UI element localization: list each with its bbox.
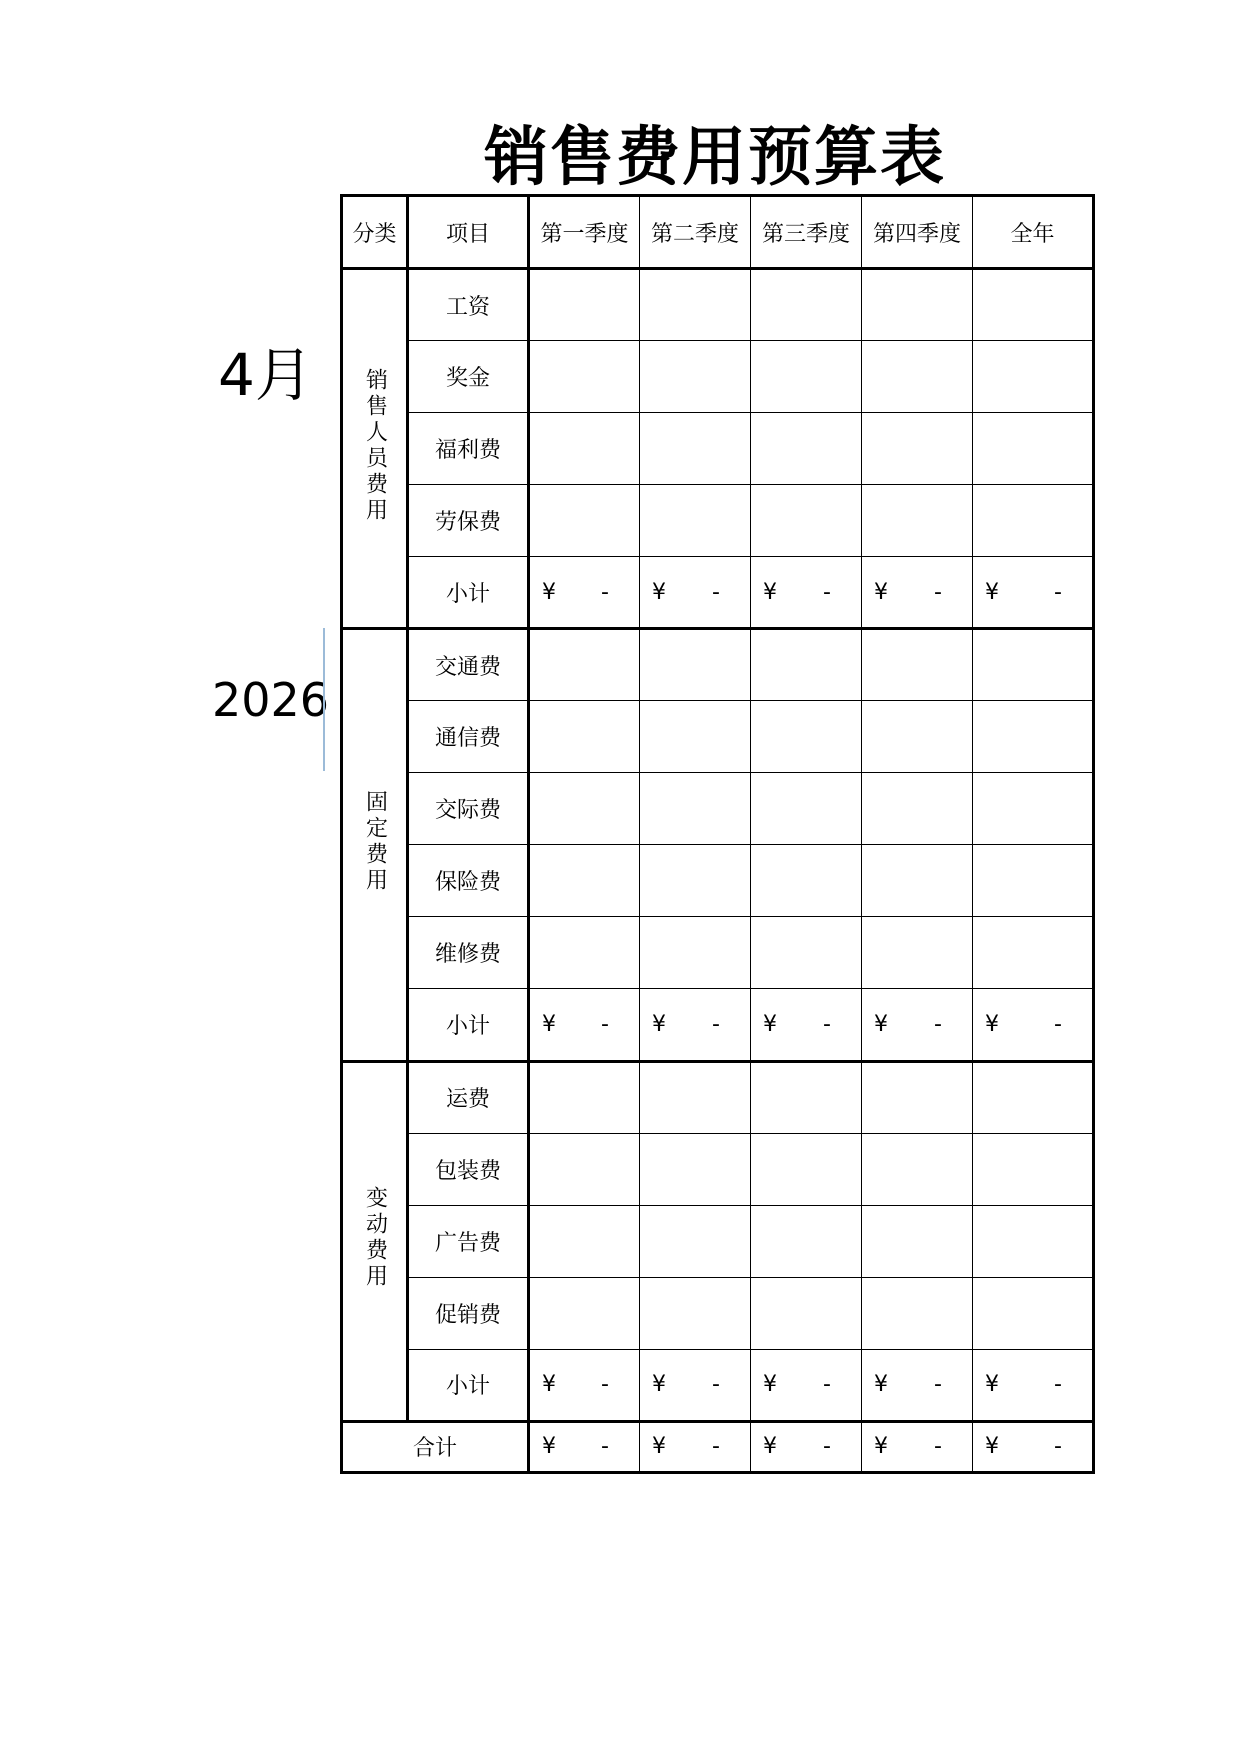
amount-value: - [601, 579, 609, 605]
header-q2: 第二季度 [640, 196, 751, 269]
category-label: 变动费用 [362, 1186, 388, 1291]
value-cell-q4[interactable] [862, 917, 973, 989]
value-cell-q2[interactable] [640, 341, 751, 413]
value-cell-q2[interactable] [640, 701, 751, 773]
value-cell-q4[interactable] [862, 1061, 973, 1133]
value-cell-annual[interactable] [973, 1061, 1094, 1133]
amount-value: - [712, 1011, 720, 1037]
value-cell-q1[interactable] [529, 341, 640, 413]
subtotal-label: 小计 [408, 989, 529, 1061]
value-cell-q3[interactable] [751, 917, 862, 989]
total-q4[interactable] [862, 1421, 973, 1472]
value-cell-q4[interactable] [862, 701, 973, 773]
item-label: 保险费 [408, 845, 529, 917]
category-cell [342, 1061, 408, 1421]
value-cell-q4[interactable] [862, 341, 973, 413]
value-cell-annual[interactable] [973, 1277, 1094, 1349]
subtotal-q1[interactable] [529, 557, 640, 629]
subtotal-q3[interactable] [751, 557, 862, 629]
value-cell-q1[interactable] [529, 701, 640, 773]
total-q1[interactable] [529, 1421, 640, 1472]
value-cell-annual[interactable] [973, 269, 1094, 341]
value-cell-q2[interactable] [640, 629, 751, 701]
subtotal-q4[interactable] [862, 1349, 973, 1421]
value-cell-q2[interactable] [640, 269, 751, 341]
item-label: 促销费 [408, 1277, 529, 1349]
subtotal-q1[interactable] [529, 989, 640, 1061]
value-cell-q1[interactable] [529, 1205, 640, 1277]
item-label: 奖金 [408, 341, 529, 413]
value-cell-q3[interactable] [751, 1133, 862, 1205]
value-cell-q3[interactable] [751, 1205, 862, 1277]
amount-value: - [823, 1434, 831, 1460]
item-label: 运费 [408, 1061, 529, 1133]
header-q1: 第一季度 [529, 196, 640, 269]
value-cell-annual[interactable] [973, 845, 1094, 917]
value-cell-annual[interactable] [973, 917, 1094, 989]
subtotal-q1[interactable] [529, 1349, 640, 1421]
item-label: 交通费 [408, 629, 529, 701]
currency-symbol: ¥ [763, 1372, 777, 1398]
value-cell-q1[interactable] [529, 1277, 640, 1349]
month-label: 4月 [218, 341, 313, 409]
value-cell-annual[interactable] [973, 1205, 1094, 1277]
total-label: 合计 [342, 1421, 529, 1472]
value-cell-q1[interactable] [529, 413, 640, 485]
value-cell-q3[interactable] [751, 773, 862, 845]
currency-symbol: ¥ [874, 1011, 888, 1037]
value-cell-q2[interactable] [640, 1133, 751, 1205]
value-cell-q4[interactable] [862, 845, 973, 917]
value-cell-q2[interactable] [640, 485, 751, 557]
currency-symbol: ¥ [874, 579, 888, 605]
currency-symbol: ¥ [542, 1434, 556, 1460]
item-row [342, 629, 1094, 701]
amount-value: - [601, 1434, 609, 1460]
value-cell-annual[interactable] [973, 485, 1094, 557]
currency-symbol: ¥ [652, 579, 666, 605]
item-label: 包装费 [408, 1133, 529, 1205]
amount-value: - [823, 579, 831, 605]
amount-value: - [1054, 579, 1062, 605]
value-cell-q3[interactable] [751, 845, 862, 917]
value-cell-annual[interactable] [973, 629, 1094, 701]
value-cell-q1[interactable] [529, 773, 640, 845]
value-cell-annual[interactable] [973, 341, 1094, 413]
value-cell-q4[interactable] [862, 1133, 973, 1205]
value-cell-q2[interactable] [640, 413, 751, 485]
amount-value: - [934, 1434, 942, 1460]
currency-symbol: ¥ [874, 1372, 888, 1398]
currency-symbol: ¥ [652, 1011, 666, 1037]
currency-symbol: ¥ [763, 579, 777, 605]
total-q2[interactable] [640, 1421, 751, 1472]
header-annual: 全年 [973, 196, 1094, 269]
category-cell [342, 269, 408, 629]
total-q3[interactable] [751, 1421, 862, 1472]
value-cell-q1[interactable] [529, 845, 640, 917]
category-label: 固定费用 [362, 789, 388, 894]
item-label: 广告费 [408, 1205, 529, 1277]
value-cell-annual[interactable] [973, 1133, 1094, 1205]
value-cell-q3[interactable] [751, 413, 862, 485]
value-cell-q2[interactable] [640, 1205, 751, 1277]
value-cell-q3[interactable] [751, 1061, 862, 1133]
value-cell-q1[interactable] [529, 917, 640, 989]
budget-table [340, 194, 1095, 1474]
value-cell-annual[interactable] [973, 701, 1094, 773]
subtotal-q4[interactable] [862, 557, 973, 629]
subtotal-q2[interactable] [640, 1349, 751, 1421]
item-row [342, 1205, 1094, 1277]
item-row [342, 773, 1094, 845]
total-row [342, 1421, 1094, 1472]
subtotal-annual[interactable] [973, 557, 1094, 629]
subtotal-row [342, 557, 1094, 629]
value-cell-q2[interactable] [640, 773, 751, 845]
amount-value: - [1054, 1434, 1062, 1460]
amount-value: - [934, 1011, 942, 1037]
item-label: 福利费 [408, 413, 529, 485]
currency-symbol: ¥ [652, 1372, 666, 1398]
item-row [342, 413, 1094, 485]
amount-value: - [934, 1372, 942, 1398]
value-cell-q3[interactable] [751, 1277, 862, 1349]
subtotal-q4[interactable] [862, 989, 973, 1061]
value-cell-q3[interactable] [751, 629, 862, 701]
item-row [342, 701, 1094, 773]
amount-value: - [712, 1372, 720, 1398]
subtotal-q3[interactable] [751, 1349, 862, 1421]
amount-value: - [712, 579, 720, 605]
item-row [342, 917, 1094, 989]
total-annual[interactable] [973, 1421, 1094, 1472]
subtotal-label: 小计 [408, 557, 529, 629]
value-cell-q4[interactable] [862, 1205, 973, 1277]
year-label: 2026 [212, 673, 330, 727]
currency-symbol: ¥ [985, 1434, 999, 1460]
subtotal-label: 小计 [408, 1349, 529, 1421]
value-cell-q1[interactable] [529, 485, 640, 557]
item-row [342, 845, 1094, 917]
value-cell-q4[interactable] [862, 1277, 973, 1349]
item-row [342, 1133, 1094, 1205]
item-label: 维修费 [408, 917, 529, 989]
amount-value: - [1054, 1372, 1062, 1398]
amount-value: - [601, 1372, 609, 1398]
value-cell-q4[interactable] [862, 629, 973, 701]
category-cell [342, 629, 408, 1061]
currency-symbol: ¥ [985, 579, 999, 605]
item-row [342, 1277, 1094, 1349]
header-item: 项目 [408, 196, 529, 269]
value-cell-q1[interactable] [529, 629, 640, 701]
currency-symbol: ¥ [985, 1011, 999, 1037]
value-cell-q4[interactable] [862, 413, 973, 485]
subtotal-q2[interactable] [640, 557, 751, 629]
category-label: 销售人员费用 [362, 367, 388, 524]
amount-value: - [601, 1011, 609, 1037]
amount-value: - [1054, 1011, 1062, 1037]
header-q4: 第四季度 [862, 196, 973, 269]
currency-symbol: ¥ [542, 1372, 556, 1398]
sheet-title: 销售费用预算表 [484, 121, 946, 195]
currency-symbol: ¥ [652, 1434, 666, 1460]
header-q3: 第三季度 [751, 196, 862, 269]
item-row [342, 341, 1094, 413]
header-row [342, 196, 1094, 269]
value-cell-q3[interactable] [751, 269, 862, 341]
value-cell-q4[interactable] [862, 773, 973, 845]
item-label: 工资 [408, 269, 529, 341]
value-cell-q3[interactable] [751, 341, 862, 413]
table-body [342, 269, 1094, 1473]
value-cell-q1[interactable] [529, 1133, 640, 1205]
subtotal-annual[interactable] [973, 989, 1094, 1061]
currency-symbol: ¥ [985, 1372, 999, 1398]
item-row [342, 485, 1094, 557]
subtotal-q3[interactable] [751, 989, 862, 1061]
subtotal-q2[interactable] [640, 989, 751, 1061]
subtotal-row [342, 989, 1094, 1061]
value-cell-q3[interactable] [751, 701, 862, 773]
item-row [342, 269, 1094, 341]
item-row [342, 1061, 1094, 1133]
value-cell-q2[interactable] [640, 917, 751, 989]
currency-symbol: ¥ [874, 1434, 888, 1460]
currency-symbol: ¥ [542, 579, 556, 605]
value-cell-q1[interactable] [529, 1061, 640, 1133]
value-cell-q2[interactable] [640, 1277, 751, 1349]
subtotal-row [342, 1349, 1094, 1421]
amount-value: - [934, 579, 942, 605]
currency-symbol: ¥ [763, 1011, 777, 1037]
item-label: 劳保费 [408, 485, 529, 557]
value-cell-q4[interactable] [862, 269, 973, 341]
value-cell-annual[interactable] [973, 413, 1094, 485]
value-cell-q2[interactable] [640, 845, 751, 917]
currency-symbol: ¥ [542, 1011, 556, 1037]
currency-symbol: ¥ [763, 1434, 777, 1460]
amount-value: - [712, 1434, 720, 1460]
amount-value: - [823, 1372, 831, 1398]
text-cursor-marker [323, 628, 325, 771]
value-cell-annual[interactable] [973, 773, 1094, 845]
header-category: 分类 [342, 196, 408, 269]
amount-value: - [823, 1011, 831, 1037]
item-label: 通信费 [408, 701, 529, 773]
value-cell-q4[interactable] [862, 485, 973, 557]
subtotal-annual[interactable] [973, 1349, 1094, 1421]
value-cell-q1[interactable] [529, 269, 640, 341]
value-cell-q3[interactable] [751, 485, 862, 557]
value-cell-q2[interactable] [640, 1061, 751, 1133]
item-label: 交际费 [408, 773, 529, 845]
